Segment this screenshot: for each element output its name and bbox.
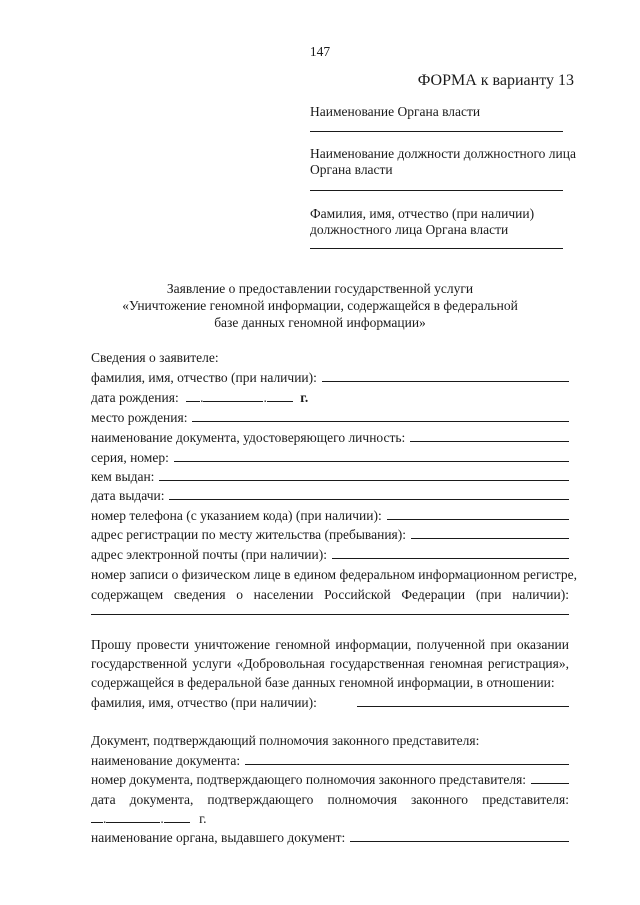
address-field[interactable] — [411, 528, 569, 539]
request-text-2: государственной услуги «Добровольная государственная геномная регистрация», — [91, 656, 569, 671]
authority-name-field[interactable] — [310, 131, 563, 132]
request-text-3: содержащейся в федеральной базе данных геномной информации, в отношении: — [91, 675, 555, 690]
phone-row — [91, 508, 569, 524]
rep-doc-name-label: наименование документа: — [91, 753, 241, 768]
phone-label: номер телефона (с указанием кода) (при наличии): — [91, 508, 382, 523]
subject-full-name-row — [91, 695, 569, 711]
rep-doc-number-label: номер документа, подтверждающего полномочия законного представителя: — [91, 772, 527, 787]
issuer-label: наименование органа, выдавшего документ: — [91, 830, 346, 845]
official-position-label-2: Органа власти — [310, 162, 393, 177]
applicant-heading: Сведения о заявителе: — [91, 350, 219, 365]
registry-number-field[interactable] — [91, 614, 569, 615]
phone-field[interactable] — [387, 509, 569, 520]
email-field[interactable] — [332, 548, 569, 559]
address-label: адрес регистрации по месту жительства (пребывания): — [91, 527, 407, 542]
subject-full-name-field[interactable] — [357, 696, 569, 707]
email-row — [91, 547, 569, 563]
request-text-1: Прошу провести уничтожение геномной информации, полученной при оказании — [91, 637, 569, 652]
email-label: адрес электронной почты (при наличии): — [91, 547, 327, 562]
rep-doc-number-field[interactable] — [531, 773, 569, 784]
birth-date-label: дата рождения: — [91, 390, 179, 405]
id-document-field[interactable] — [410, 431, 569, 442]
representative-heading: Документ, подтверждающий полномочия законного представителя: — [91, 733, 480, 748]
id-document-row — [91, 430, 569, 446]
official-name-label-2: должностного лица Органа власти — [310, 222, 509, 237]
birth-place-label: место рождения: — [91, 410, 188, 425]
rep-doc-day-field[interactable] — [91, 811, 103, 823]
applicant-full-name-row — [91, 370, 569, 386]
rep-doc-name-row — [91, 753, 569, 769]
applicant-full-name-field[interactable] — [322, 371, 569, 382]
applicant-full-name-label: фамилия, имя, отчество (при наличии): — [91, 370, 317, 385]
rep-doc-name-field[interactable] — [245, 754, 569, 765]
subject-full-name-label: фамилия, имя, отчество (при наличии): — [91, 695, 317, 710]
rep-doc-month-field[interactable] — [106, 811, 160, 823]
id-document-label: наименование документа, удостоверяющего личность: — [91, 430, 406, 445]
registry-text-1: номер записи о физическом лице в едином федеральном информационном регистре, — [91, 567, 577, 582]
issue-date-label: дата выдачи: — [91, 488, 165, 503]
birth-date-row: дата рождения: . . г. — [91, 390, 309, 405]
registry-text-2: содержащем сведения о населении Российской Федерации (при наличии): — [91, 587, 569, 602]
birth-day-field[interactable] — [186, 390, 200, 402]
authority-name-label: Наименование Органа власти — [310, 104, 481, 119]
application-title-2: «Уничтожение геномной информации, содержащейся в федеральной — [122, 298, 518, 313]
rep-doc-number-row — [91, 772, 569, 788]
official-position-label-1: Наименование должности должностного лица — [310, 146, 576, 161]
rep-doc-date-label: дата документа, подтверждающего полномочия законного представителя: — [91, 792, 569, 807]
issued-by-label: кем выдан: — [91, 469, 155, 484]
form-title: ФОРМА к варианту 13 — [417, 72, 574, 89]
rep-doc-date-suffix: г. — [199, 811, 207, 826]
application-title-1: Заявление о предоставлении государственной услуги — [166, 281, 474, 296]
birth-date-suffix: г. — [300, 390, 309, 405]
birth-place-field[interactable] — [192, 411, 569, 422]
series-number-field[interactable] — [174, 451, 569, 462]
issuer-row — [91, 830, 569, 846]
address-row — [91, 527, 569, 543]
rep-doc-year-field[interactable] — [164, 811, 190, 823]
issued-by-row — [91, 469, 569, 485]
issue-date-field[interactable] — [169, 489, 569, 500]
application-title-3: базе данных геномной информации» — [214, 315, 426, 330]
birth-month-field[interactable] — [203, 390, 263, 402]
official-position-field[interactable] — [310, 190, 563, 191]
issue-date-row — [91, 488, 569, 504]
birth-year-field[interactable] — [267, 390, 293, 402]
issued-by-field[interactable] — [159, 470, 569, 481]
page-number: 147 — [309, 44, 331, 59]
series-number-label: серия, номер: — [91, 450, 169, 465]
series-number-row — [91, 450, 569, 466]
official-name-field[interactable] — [310, 248, 563, 249]
issuer-field[interactable] — [350, 831, 569, 842]
rep-doc-date-row: . . г. — [91, 811, 207, 827]
official-name-label-1: Фамилия, имя, отчество (при наличии) — [310, 206, 535, 221]
birth-place-row — [91, 410, 569, 426]
